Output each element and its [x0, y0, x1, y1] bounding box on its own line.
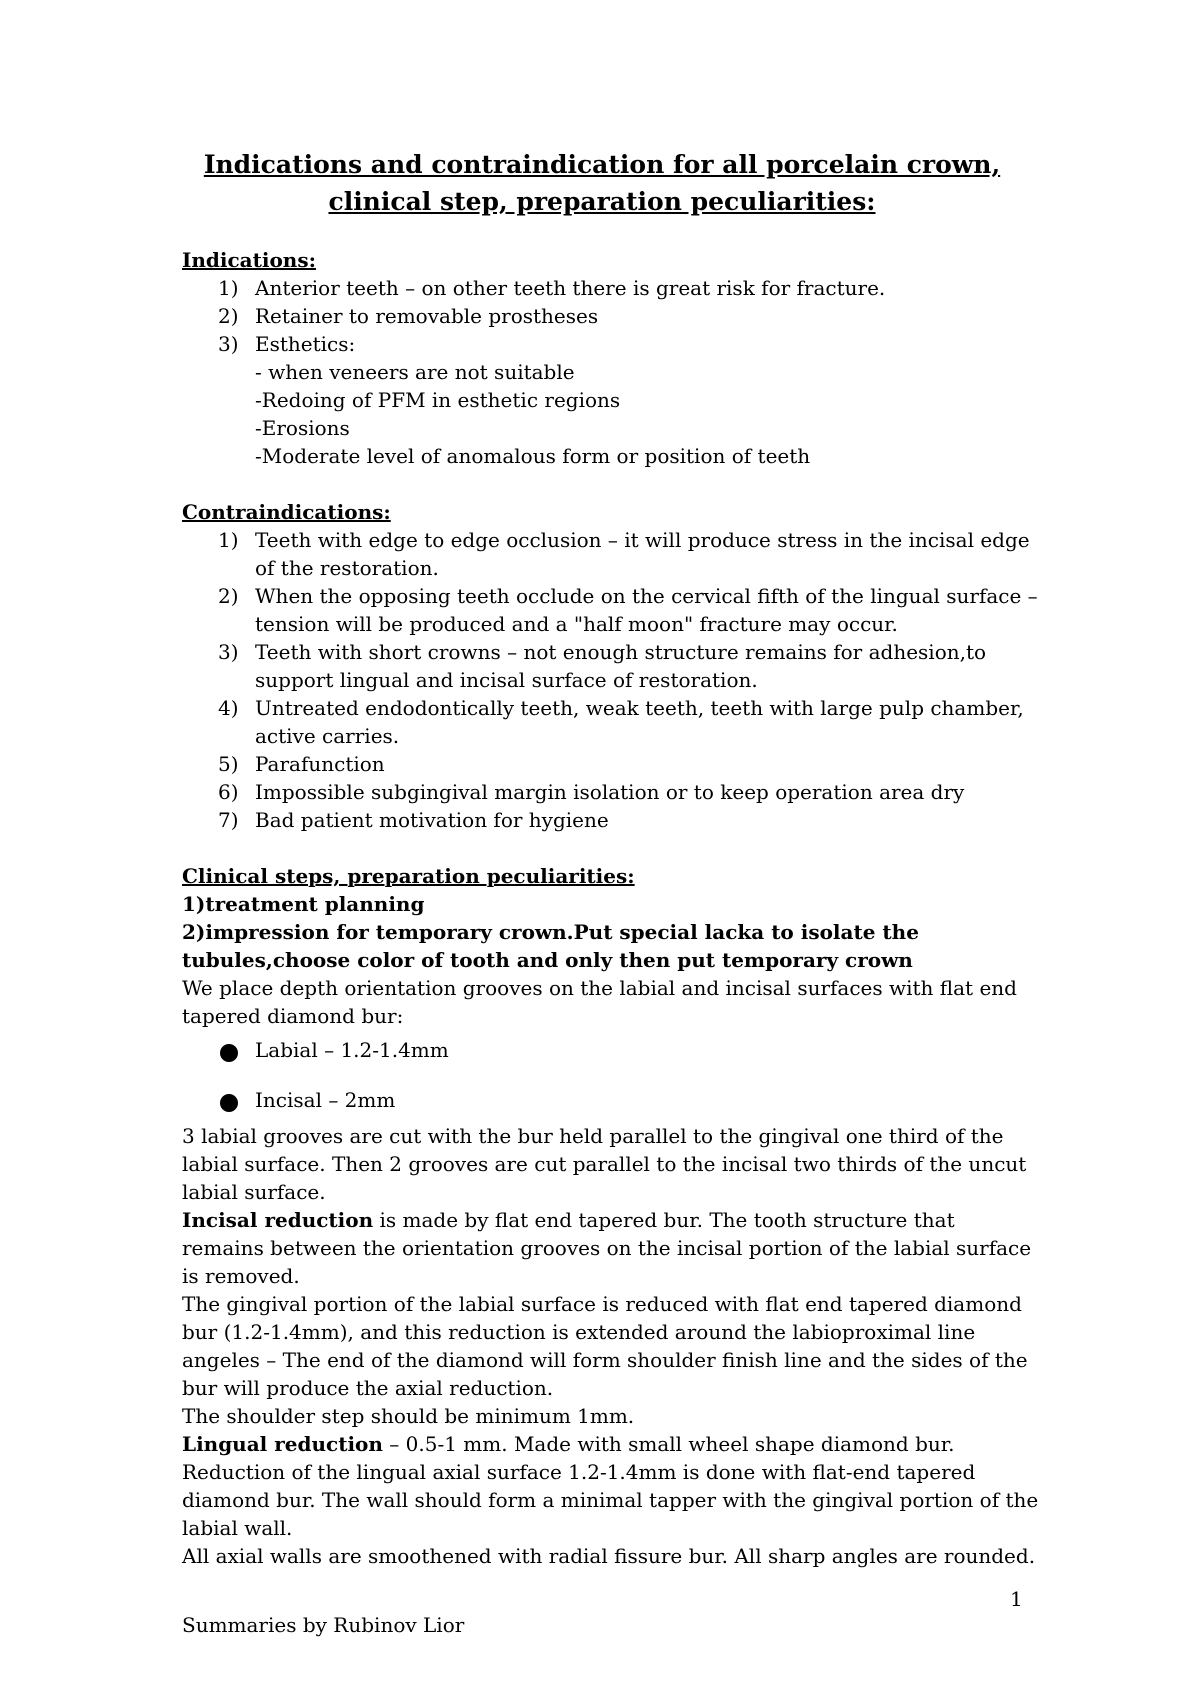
- clinical-section: [182, 862, 1042, 1570]
- list-item: 6) Impossible subgingival margin isolation or to keep operation area dry: [218, 780, 965, 804]
- sub-item: - when veneers are not suitable: [255, 360, 575, 384]
- bullet-icon: [220, 1094, 238, 1112]
- page-number: 1: [1010, 1587, 1023, 1611]
- shoulder-paragraph: The shoulder step should be minimum 1mm.: [182, 1404, 635, 1428]
- contraindications-heading: Contraindications:: [182, 500, 391, 524]
- indications-section: [182, 246, 1042, 470]
- bullet-icon: [220, 1044, 238, 1062]
- depth-bullets: [182, 1036, 1042, 1114]
- indications-list: [182, 274, 1042, 358]
- list-item: 2) When the opposing teeth occlude on the cervical fifth of the lingual surface – tension will be produced and a "half moon" fracture may occur.: [218, 584, 1038, 636]
- list-item: 1) Anterior teeth – on other teeth there is great risk for fracture.: [218, 276, 886, 300]
- esthetics-sublist: [182, 358, 1042, 470]
- list-item: 1) Teeth with edge to edge occlusion – it will produce stress in the incisal edge of the restoration.: [218, 528, 1030, 580]
- indications-heading: Indications:: [182, 248, 316, 272]
- list-item: 3) Teeth with short crowns – not enough structure remains for adhesion,to support lingual and incisal surface of restoration.: [218, 640, 987, 692]
- incisal-reduction-paragraph: Incisal reduction is made by flat end tapered bur. The tooth structure that remains between the orientation grooves on the incisal portion of the labial surface is removed.: [182, 1208, 1032, 1288]
- sub-item: -Redoing of PFM in esthetic regions: [255, 388, 621, 412]
- list-item: 3) Esthetics:: [218, 332, 356, 356]
- title-line-2: clinical step, preparation peculiarities:: [328, 187, 876, 216]
- gingival-paragraph: The gingival portion of the labial surface is reduced with flat end tapered diamond bur (1.2-1.4mm), and this reduction is extended around the labioproximal line angeles – The end of the diamond will form shoulder finish line and the sides of the bur will produce the axial reduction.: [182, 1292, 1028, 1400]
- title-line-1: Indications and contraindication for all porcelain crown,: [203, 150, 1001, 179]
- contraindications-list: [182, 526, 1042, 834]
- step-treatment-planning: 1)treatment planning: [182, 892, 425, 916]
- list-item: 5) Parafunction: [218, 752, 385, 776]
- document-page: [182, 146, 1042, 1570]
- document-title: [162, 146, 1042, 220]
- clinical-heading: Clinical steps, preparation peculiarities:: [182, 864, 635, 888]
- footer-text: Summaries by Rubinov Lior: [182, 1613, 465, 1637]
- sub-item: -Erosions: [255, 416, 350, 440]
- list-item: 4) Untreated endodontically teeth, weak teeth, teeth with large pulp chamber, active carries.: [218, 696, 1024, 748]
- grooves-paragraph: 3 labial grooves are cut with the bur held parallel to the gingival one third of the labial surface. Then 2 grooves are cut parallel to the incisal two thirds of the uncut labial surface.: [182, 1124, 1027, 1204]
- grooves-intro: We place depth orientation grooves on the labial and incisal surfaces with flat end tapered diamond bur:: [182, 976, 1017, 1028]
- sub-item: -Moderate level of anomalous form or position of teeth: [255, 444, 811, 468]
- axial-walls-paragraph: All axial walls are smoothened with radial fissure bur. All sharp angles are rounded.: [182, 1544, 1036, 1568]
- list-item: Incisal – 2mm: [182, 1086, 1042, 1114]
- list-item: 2) Retainer to removable prostheses: [218, 304, 599, 328]
- contraindications-section: [182, 498, 1042, 834]
- list-item: Labial – 1.2-1.4mm: [182, 1036, 1042, 1064]
- step-impression: 2)impression for temporary crown.Put special lacka to isolate the tubules,choose color of tooth and only then put temporary crown: [182, 920, 919, 972]
- lingual-axial-paragraph: Reduction of the lingual axial surface 1.2-1.4mm is done with flat-end tapered diamond bur. The wall should form a minimal tapper with the gingival portion of the labial wall.: [182, 1460, 1039, 1540]
- lingual-reduction-paragraph: Lingual reduction – 0.5-1 mm. Made with small wheel shape diamond bur.: [182, 1432, 955, 1456]
- list-item: 7) Bad patient motivation for hygiene: [218, 808, 609, 832]
